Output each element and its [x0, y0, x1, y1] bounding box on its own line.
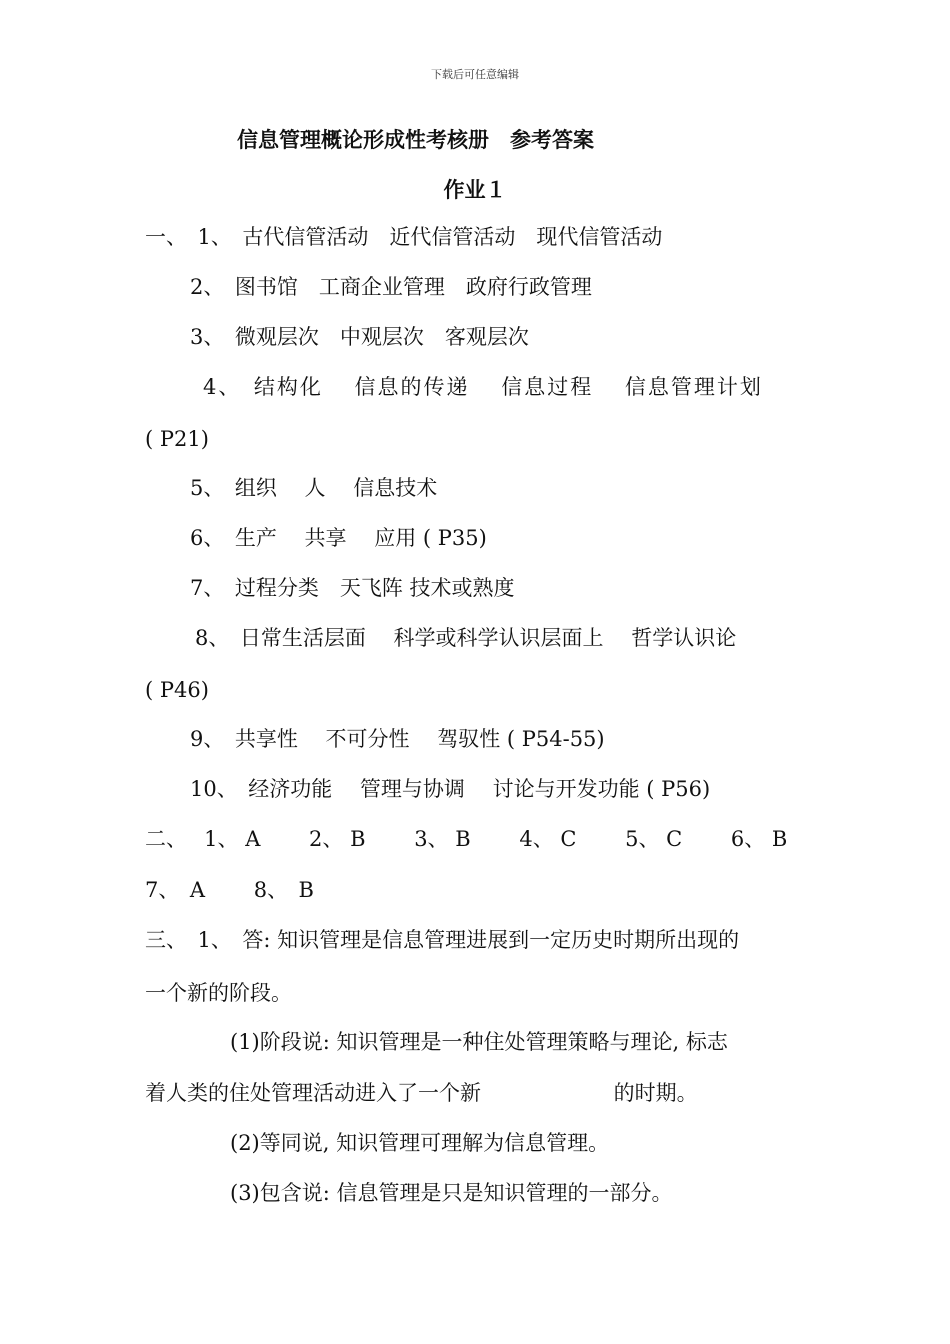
- answer-line: (3)包含说: 信息管理是只是知识管理的一部分。: [230, 1181, 673, 1205]
- answer-line: 3、 微观层次 中观层次 客观层次: [190, 325, 529, 349]
- answer-line: ( P21): [145, 427, 209, 451]
- document-title: 信息管理概论形成性考核册 参考答案: [237, 128, 594, 152]
- answer-line: 7、 A 8、 B: [145, 878, 314, 902]
- answer-line: 4、 结构化 信息的传递 信息过程 信息管理计划: [203, 375, 763, 399]
- answer-line: 5、 组织 人 信息技术: [190, 476, 438, 500]
- answer-line: 三、 1、 答: 知识管理是信息管理进展到一定历史时期所出现的: [145, 928, 740, 952]
- answer-line: 10、 经济功能 管理与协调 讨论与开发功能 ( P56): [190, 777, 711, 801]
- answer-line: 一、 1、 古代信管活动 近代信管活动 现代信管活动: [145, 225, 663, 249]
- answer-line: ( P46): [145, 678, 209, 702]
- answer-line: 7、 过程分类 天飞阵 技术或熟度: [190, 576, 515, 600]
- answer-line: 6、 生产 共享 应用 ( P35): [190, 526, 487, 550]
- header-note: 下载后可任意编辑: [431, 68, 519, 81]
- answer-line: (1)阶段说: 知识管理是一种住处管理策略与理论, 标志: [230, 1030, 728, 1054]
- answer-line: 一个新的阶段。: [145, 981, 292, 1005]
- answer-line: 9、 共享性 不可分性 驾驭性 ( P54-55): [190, 727, 605, 751]
- answer-line: (2)等同说, 知识管理可理解为信息管理。: [230, 1131, 610, 1155]
- answer-line: 2、 图书馆 工商企业管理 政府行政管理: [190, 275, 592, 299]
- answer-line: 着人类的住处管理活动进入了一个新 的时期。: [145, 1081, 698, 1105]
- document-subtitle: 作业１: [443, 178, 507, 202]
- answer-line: 二、 1、 A 2、 B 3、 B 4、 C 5、 C 6、 B: [145, 827, 788, 851]
- answer-line: 8、 日常生活层面 科学或科学认识层面上 哲学认识论: [195, 626, 737, 650]
